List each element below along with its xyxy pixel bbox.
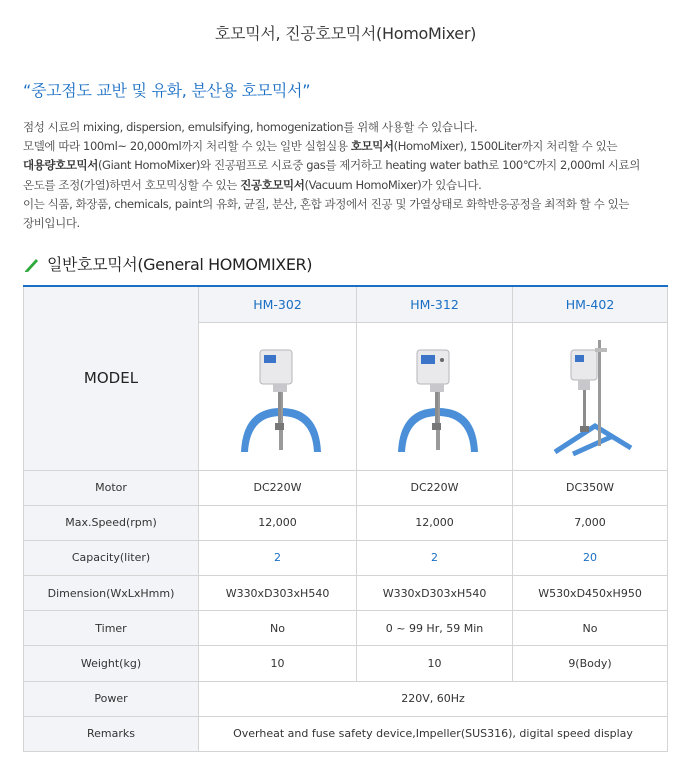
model-name: HM-302 [199,286,357,322]
model-header: MODEL [24,286,199,470]
table-cell: DC220W [357,470,513,505]
table-cell: 12,000 [199,505,357,540]
desc-line-5: 이는 식품, 화장품, chemicals, paint의 유화, 균질, 분산, 혼합 과정에서 진공 및 가열상태로 화학반응공정을 최적화 할 수 있는 [23,196,630,211]
row-label-capacity: Capacity(liter) [24,540,199,575]
remarks-value: Overheat and fuse safety device,Impeller(SUS316), digital speed display [199,716,668,751]
product-image-hm402 [513,322,668,470]
table-cell: 2 [199,540,357,575]
table-cell: 2 [357,540,513,575]
homomixer-hm302-image [223,330,333,460]
row-label-remarks: Remarks [24,716,199,751]
row-label-dimension: Dimension(WxLxHmm) [24,576,199,611]
page-title: 호모믹서, 진공호모믹서(HomoMixer) [214,24,477,43]
product-image-hm312 [357,322,513,470]
row-label-max-speed: Max.Speed(rpm) [24,505,199,540]
table-cell: 7,000 [513,505,668,540]
pencil-icon [23,255,41,273]
table-cell: 0 ~ 99 Hr, 59 Min [357,611,513,646]
homomixer-hm402-image [535,330,645,460]
row-label-power: Power [24,681,199,716]
desc-line-2: 모델에 따라 100ml~ 20,000ml까지 처리할 수 있는 일반 실험실용 호모믹서(HomoMixer), 1500Liter까지 처리할 수 있는 [23,139,618,154]
desc-line-1: 점성 시료의 mixing, dispersion, emulsifying, homogenization를 위해 사용할 수 있습니다. [23,120,478,134]
row-label-motor: Motor [24,470,199,505]
table-cell: DC350W [513,470,668,505]
model-name: HM-402 [513,286,668,322]
section-title: 일반호모믹서(General HOMOMIXER) [47,255,313,274]
description [23,118,673,233]
subtitle: “중고점도 교반 및 유화, 분산용 호모믹서” [23,81,311,100]
desc-line-3: 대용량호모믹서(Giant HomoMixer)와 진공펌프로 시료중 gas를 제거하고 heating water bath로 100℃까지 2,000ml 시료의 [23,158,640,173]
row-label-timer: Timer [24,611,199,646]
section-heading [23,252,312,275]
table-cell: 10 [357,646,513,681]
power-value: 220V, 60Hz [199,681,668,716]
table-cell: 10 [199,646,357,681]
homomixer-hm312-image [380,330,490,460]
table-cell: W530xD450xH950 [513,576,668,611]
row-label-weight: Weight(kg) [24,646,199,681]
table-cell: 20 [513,540,668,575]
desc-line-6: 장비입니다. [23,216,80,231]
product-image-hm302 [199,322,357,470]
model-name: HM-312 [357,286,513,322]
table-cell: No [513,611,668,646]
desc-line-4: 온도를 조정(가열)하면서 호모믹싱할 수 있는 진공호모믹서(Vacuum HomoMixer)가 있습니다. [23,177,482,192]
spec-table [23,285,668,752]
table-cell: W330xD303xH540 [357,576,513,611]
table-cell: W330xD303xH540 [199,576,357,611]
table-cell: DC220W [199,470,357,505]
table-cell: 9(Body) [513,646,668,681]
table-cell: No [199,611,357,646]
table-cell: 12,000 [357,505,513,540]
